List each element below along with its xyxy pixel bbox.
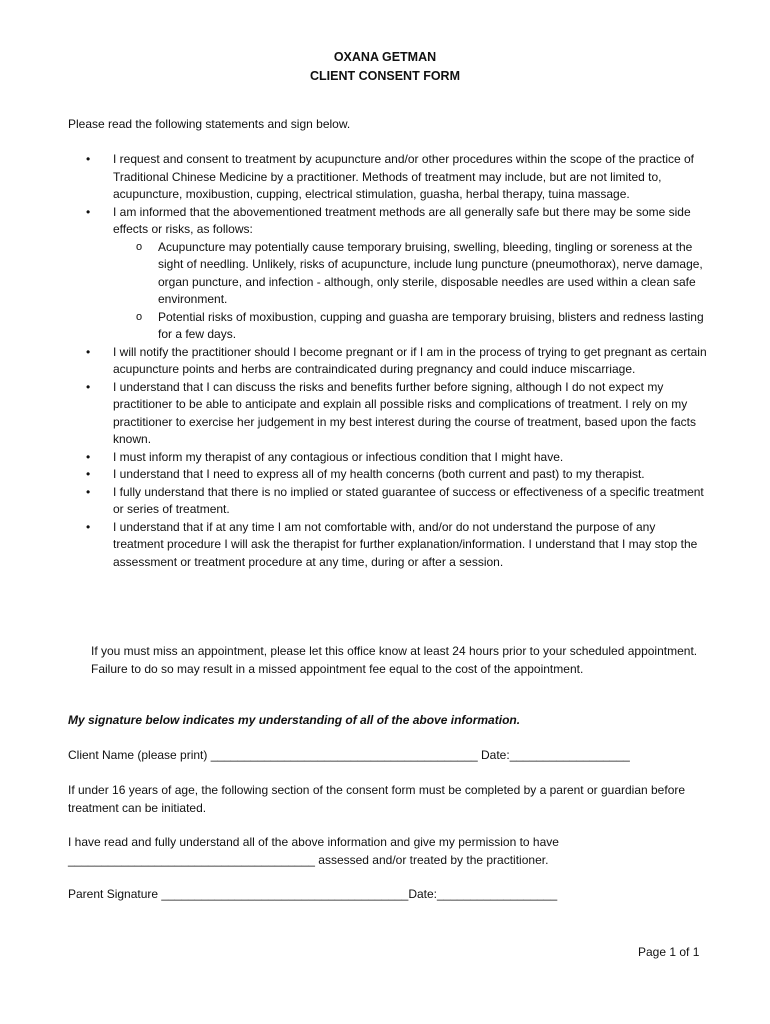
bullet-icon: • (86, 152, 91, 166)
signature-statement: My signature below indicates my understanding of all of the above information. (68, 713, 521, 727)
statement-item (68, 344, 708, 379)
statement-text: I must inform my therapist of any contagious or infectious condition that I might have. (113, 449, 564, 464)
bullet-icon: • (86, 344, 91, 359)
statement-item (68, 466, 708, 484)
bullet-icon: • (86, 484, 91, 499)
sub-statement-item (113, 239, 708, 309)
page-number: Page 1 of 1 (638, 945, 700, 959)
statement-text: I understand that I need to express all of my health concerns (both current and past) to my therapist. (113, 467, 645, 481)
statement-item (68, 151, 708, 204)
sub-statement-text: Acupuncture may potentially cause temporary bruising, swelling, bleeding, tingling or soreness at the sight of needling. Unlikely, risks of acupuncture, include lung puncture (pneumothorax), nerve damage, organ puncture, and infection - although, only sterile, disposable needles are used within a clean safe environment. (158, 239, 703, 306)
practitioner-name: OXANA GETMAN (333, 50, 437, 64)
bullet-icon: • (86, 379, 91, 394)
permission-name-line[interactable]: _____________________________________ assessed and/or treated by the practitioner. (68, 853, 549, 867)
parent-signature-line[interactable]: Parent Signature _____________________________________Date:__________________ (68, 887, 558, 901)
circle-bullet-icon: o (136, 240, 143, 253)
intro-text: Please read the following statements and sign below. (68, 117, 351, 131)
form-title: CLIENT CONSENT FORM (310, 69, 460, 83)
statement-text: I fully understand that there is no implied or stated guarantee of success or effectiveness of a specific treatment or series of treatment. (113, 484, 704, 516)
bullet-icon: • (86, 467, 91, 481)
bullet-icon: • (86, 519, 91, 534)
statement-list (68, 151, 708, 571)
circle-bullet-icon: o (136, 310, 143, 323)
statement-text: I understand that if at any time I am not comfortable with, and/or do not understand the purpose of any treatment procedure I will ask the therapist for further explanation/information. I understand that I may stop the assessment or treatment procedure at any time, during or after a session. (113, 519, 698, 569)
statement-text: I understand that I can discuss the risks and benefits further before signing, although I do not expect my practitioner to be able to anticipate and explain all possible risks and complications of treatment. I rely on my practitioner to exercise her judgement in my best interest during the course of treatment, based upon the facts known. (113, 379, 696, 446)
sub-statement-text: Potential risks of moxibustion, cupping and guasha are temporary bruising, blisters and redness lasting for a few days. (158, 309, 704, 341)
statement-item (68, 449, 708, 467)
sub-statement-item (113, 309, 708, 344)
missed-appointment-notice: If you must miss an appointment, please let this office know at least 24 hours prior to your scheduled appointment. Failure to do so may result in a missed appointment fee equal to the cost of the appointment. (91, 644, 698, 676)
bullet-icon: • (86, 204, 91, 219)
statement-item (68, 379, 708, 449)
under-16-notice: If under 16 years of age, the following section of the consent form must be completed by a parent or guardian before treatment can be initiated. (68, 783, 686, 815)
statement-text: I request and consent to treatment by acupuncture and/or other procedures within the scope of the practice of Traditional Chinese Medicine by a practitioner. Methods of treatment may include, but are not limited to, acupuncture, moxibustion, cupping, electrical stimulation, guasha, herbal therapy, tuina massage. (113, 152, 695, 201)
statement-text: I am informed that the abovementioned treatment methods are all generally safe but there may be some side effects or risks, as follows: (113, 204, 691, 236)
statement-item (68, 484, 708, 519)
client-name-line[interactable]: Client Name (please print) ________________________________________ Date:__________________ (68, 748, 630, 762)
permission-line: I have read and fully understand all of the above information and give my permission to have (68, 835, 559, 849)
statement-item (68, 204, 708, 344)
statement-item (68, 519, 708, 572)
bullet-icon: • (86, 449, 91, 464)
statement-text: I will notify the practitioner should I become pregnant or if I am in the process of trying to get pregnant as certain acupuncture points and herbs are contraindicated during pregnancy and could induce miscarriage. (113, 344, 707, 376)
